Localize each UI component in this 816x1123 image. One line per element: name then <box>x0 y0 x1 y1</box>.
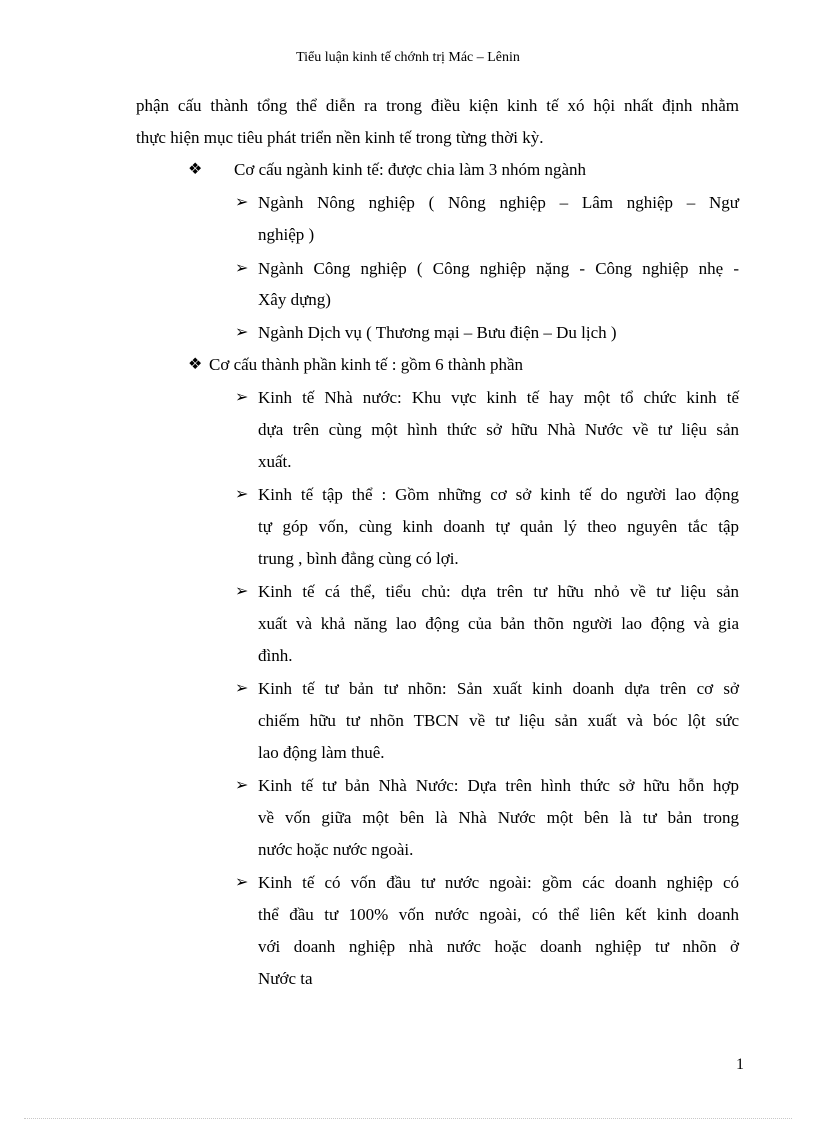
s2-item3-line2: xuất và khả năng lao động của bản thõn người lao động và gia <box>258 614 739 633</box>
s2-item2-line3: trung , bình đẳng cùng có lợi. <box>258 549 459 568</box>
s2-item5-line1: Kinh tế tư bản Nhà Nước: Dựa trên hình thức sở hữu hỗn hợp <box>258 776 739 795</box>
s2-item4-line1: Kinh tế tư bản tư nhõn: Sản xuất kinh doanh dựa trên cơ sở <box>258 679 739 698</box>
diamond-bullet-icon: ❖ <box>188 161 203 178</box>
s2-item2-line2: tự góp vốn, cùng kinh doanh tự quản lý theo nguyên tắc tập <box>258 517 739 536</box>
arrow-bullet-icon: ➢ <box>235 260 249 277</box>
arrow-bullet-icon: ➢ <box>235 324 249 341</box>
arrow-bullet-icon: ➢ <box>235 680 249 697</box>
s2-item4-line3: lao động làm thuê. <box>258 743 385 762</box>
section1-heading: Cơ cấu ngành kinh tế: được chia làm 3 nhóm ngành <box>234 160 587 179</box>
arrow-bullet-icon: ➢ <box>235 486 249 503</box>
intro-line-1: phận cấu thành tổng thể diễn ra trong điều kiện kinh tế xó hội nhất định nhằm <box>136 96 739 115</box>
s2-item5-line3: nước hoặc nước ngoài. <box>258 840 414 859</box>
s1-item2-line1: Ngành Công nghiệp ( Công nghiệp nặng - Công nghiệp nhẹ - <box>258 259 739 278</box>
s2-item3-line1: Kinh tế cá thể, tiểu chủ: dựa trên tư hữu nhỏ về tư liệu sản <box>258 582 739 601</box>
page-number: 1 <box>736 1056 744 1073</box>
s2-item2-line1: Kinh tế tập thể : Gồm những cơ sở kinh tế do người lao động <box>258 485 739 504</box>
s2-item5-line2: về vốn giữa một bên là Nhà Nước một bên là tư bản trong <box>258 808 739 827</box>
s2-item6-line2: thể đầu tư 100% vốn nước ngoài, có thể liên kết kinh doanh <box>258 905 739 924</box>
s2-item6-line1: Kinh tế có vốn đầu tư nước ngoài: gồm các doanh nghiệp có <box>258 873 739 892</box>
page-bottom-rule <box>24 1118 792 1119</box>
arrow-bullet-icon: ➢ <box>235 389 249 406</box>
s1-item1-line2: nghiệp ) <box>258 225 315 244</box>
s1-item1-line1: Ngành Nông nghiệp ( Nông nghiệp – Lâm nghiệp – Ngư <box>258 193 739 212</box>
diamond-bullet-icon: ❖ <box>188 356 203 373</box>
s1-item2-line2: Xây dựng) <box>258 290 331 309</box>
section2-heading: Cơ cấu thành phần kinh tế : gồm 6 thành phần <box>209 355 523 374</box>
s2-item6-line3: với doanh nghiệp nhà nước hoặc doanh nghiệp tư nhõn ở <box>258 937 739 956</box>
s2-item1-line3: xuất. <box>258 452 292 471</box>
arrow-bullet-icon: ➢ <box>235 874 249 891</box>
intro-line-2: thực hiện mục tiêu phát triển nền kinh tế trong từng thời kỳ. <box>136 128 544 147</box>
arrow-bullet-icon: ➢ <box>235 777 249 794</box>
s2-item6-line4: Nước ta <box>258 969 313 988</box>
s2-item1-line1: Kinh tế Nhà nước: Khu vực kinh tế hay một tổ chức kinh tế <box>258 388 739 407</box>
arrow-bullet-icon: ➢ <box>235 194 249 211</box>
s2-item1-line2: dựa trên cùng một hình thức sở hữu Nhà Nước về tư liệu sản <box>258 420 739 439</box>
s2-item3-line3: đình. <box>258 646 293 665</box>
s2-item4-line2: chiếm hữu tư nhõn TBCN về tư liệu sản xuất và bóc lột sức <box>258 711 739 730</box>
page-header: Tiểu luận kinh tế chớnh trị Mác – Lênin <box>296 50 520 65</box>
arrow-bullet-icon: ➢ <box>235 583 249 600</box>
s1-item3-line1: Ngành Dịch vụ ( Thương mại – Bưu điện – Du lịch ) <box>258 323 617 342</box>
